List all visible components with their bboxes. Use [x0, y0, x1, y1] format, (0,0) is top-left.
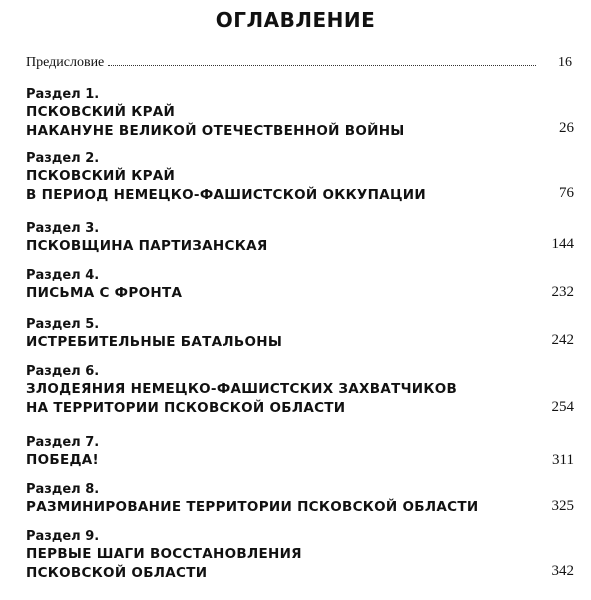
section-title-line: РАЗМИНИРОВАНИЕ ТЕРРИТОРИИ ПСКОВСКОЙ ОБЛАСТИ [26, 499, 479, 515]
section-title-line: ПОБЕДА! [26, 452, 100, 468]
section-page-number: 325 [551, 498, 574, 514]
section-page-number: 76 [559, 185, 574, 201]
section-page-number: 254 [551, 399, 574, 415]
section-page-number: 311 [552, 452, 574, 468]
toc-entry-section-8[interactable] [26, 481, 574, 517]
toc-entry-section-2[interactable] [26, 150, 574, 205]
preface-label: Предисловие [26, 55, 105, 70]
section-title-line: ИСТРЕБИТЕЛЬНЫЕ БАТАЛЬОНЫ [26, 334, 283, 350]
section-title-line: ПИСЬМА С ФРОНТА [26, 285, 183, 301]
section-page-number: 144 [551, 236, 574, 252]
section-label: Раздел 1. [26, 87, 100, 102]
section-label: Раздел 5. [26, 317, 100, 332]
section-title-line: НА ТЕРРИТОРИИ ПСКОВСКОЙ ОБЛАСТИ [26, 400, 346, 416]
section-title-line: ПЕРВЫЕ ШАГИ ВОССТАНОВЛЕНИЯ [26, 546, 302, 562]
page-title: ОГЛАВЛЕНИЕ [215, 8, 376, 32]
leader-dots [108, 55, 536, 66]
toc-entry-section-1[interactable] [26, 86, 574, 141]
section-title-line: В ПЕРИОД НЕМЕЦКО-ФАШИСТСКОЙ ОККУПАЦИИ [26, 187, 426, 203]
toc-entry-section-6[interactable] [26, 363, 574, 418]
section-title-line: ЗЛОДЕЯНИЯ НЕМЕЦКО-ФАШИСТСКИХ ЗАХВАТЧИКОВ [26, 381, 458, 397]
section-title-line: ПСКОВСКИЙ КРАЙ [26, 104, 176, 120]
section-title-line: ПСКОВЩИНА ПАРТИЗАНСКАЯ [26, 238, 268, 254]
toc-entry-section-4[interactable] [26, 267, 574, 303]
section-label: Раздел 2. [26, 151, 100, 166]
toc-entry-section-9[interactable] [26, 528, 574, 583]
section-label: Раздел 7. [26, 435, 100, 450]
toc-entry-section-7[interactable] [26, 434, 574, 470]
section-title-line: ПСКОВСКИЙ КРАЙ [26, 168, 176, 184]
section-label: Раздел 8. [26, 482, 100, 497]
section-title-line: НАКАНУНЕ ВЕЛИКОЙ ОТЕЧЕСТВЕННОЙ ВОЙНЫ [26, 123, 405, 139]
section-page-number: 232 [551, 284, 574, 300]
section-page-number: 26 [559, 120, 574, 136]
preface-entry[interactable] [26, 55, 572, 73]
section-title-line: ПСКОВСКОЙ ОБЛАСТИ [26, 565, 208, 581]
section-page-number: 242 [551, 332, 574, 348]
section-page-number: 342 [551, 563, 574, 579]
preface-page-number: 16 [558, 55, 572, 70]
section-label: Раздел 4. [26, 268, 100, 283]
toc-entry-section-3[interactable] [26, 220, 574, 256]
toc-entry-section-5[interactable] [26, 316, 574, 352]
section-label: Раздел 3. [26, 221, 100, 236]
section-label: Раздел 9. [26, 529, 100, 544]
section-label: Раздел 6. [26, 364, 100, 379]
